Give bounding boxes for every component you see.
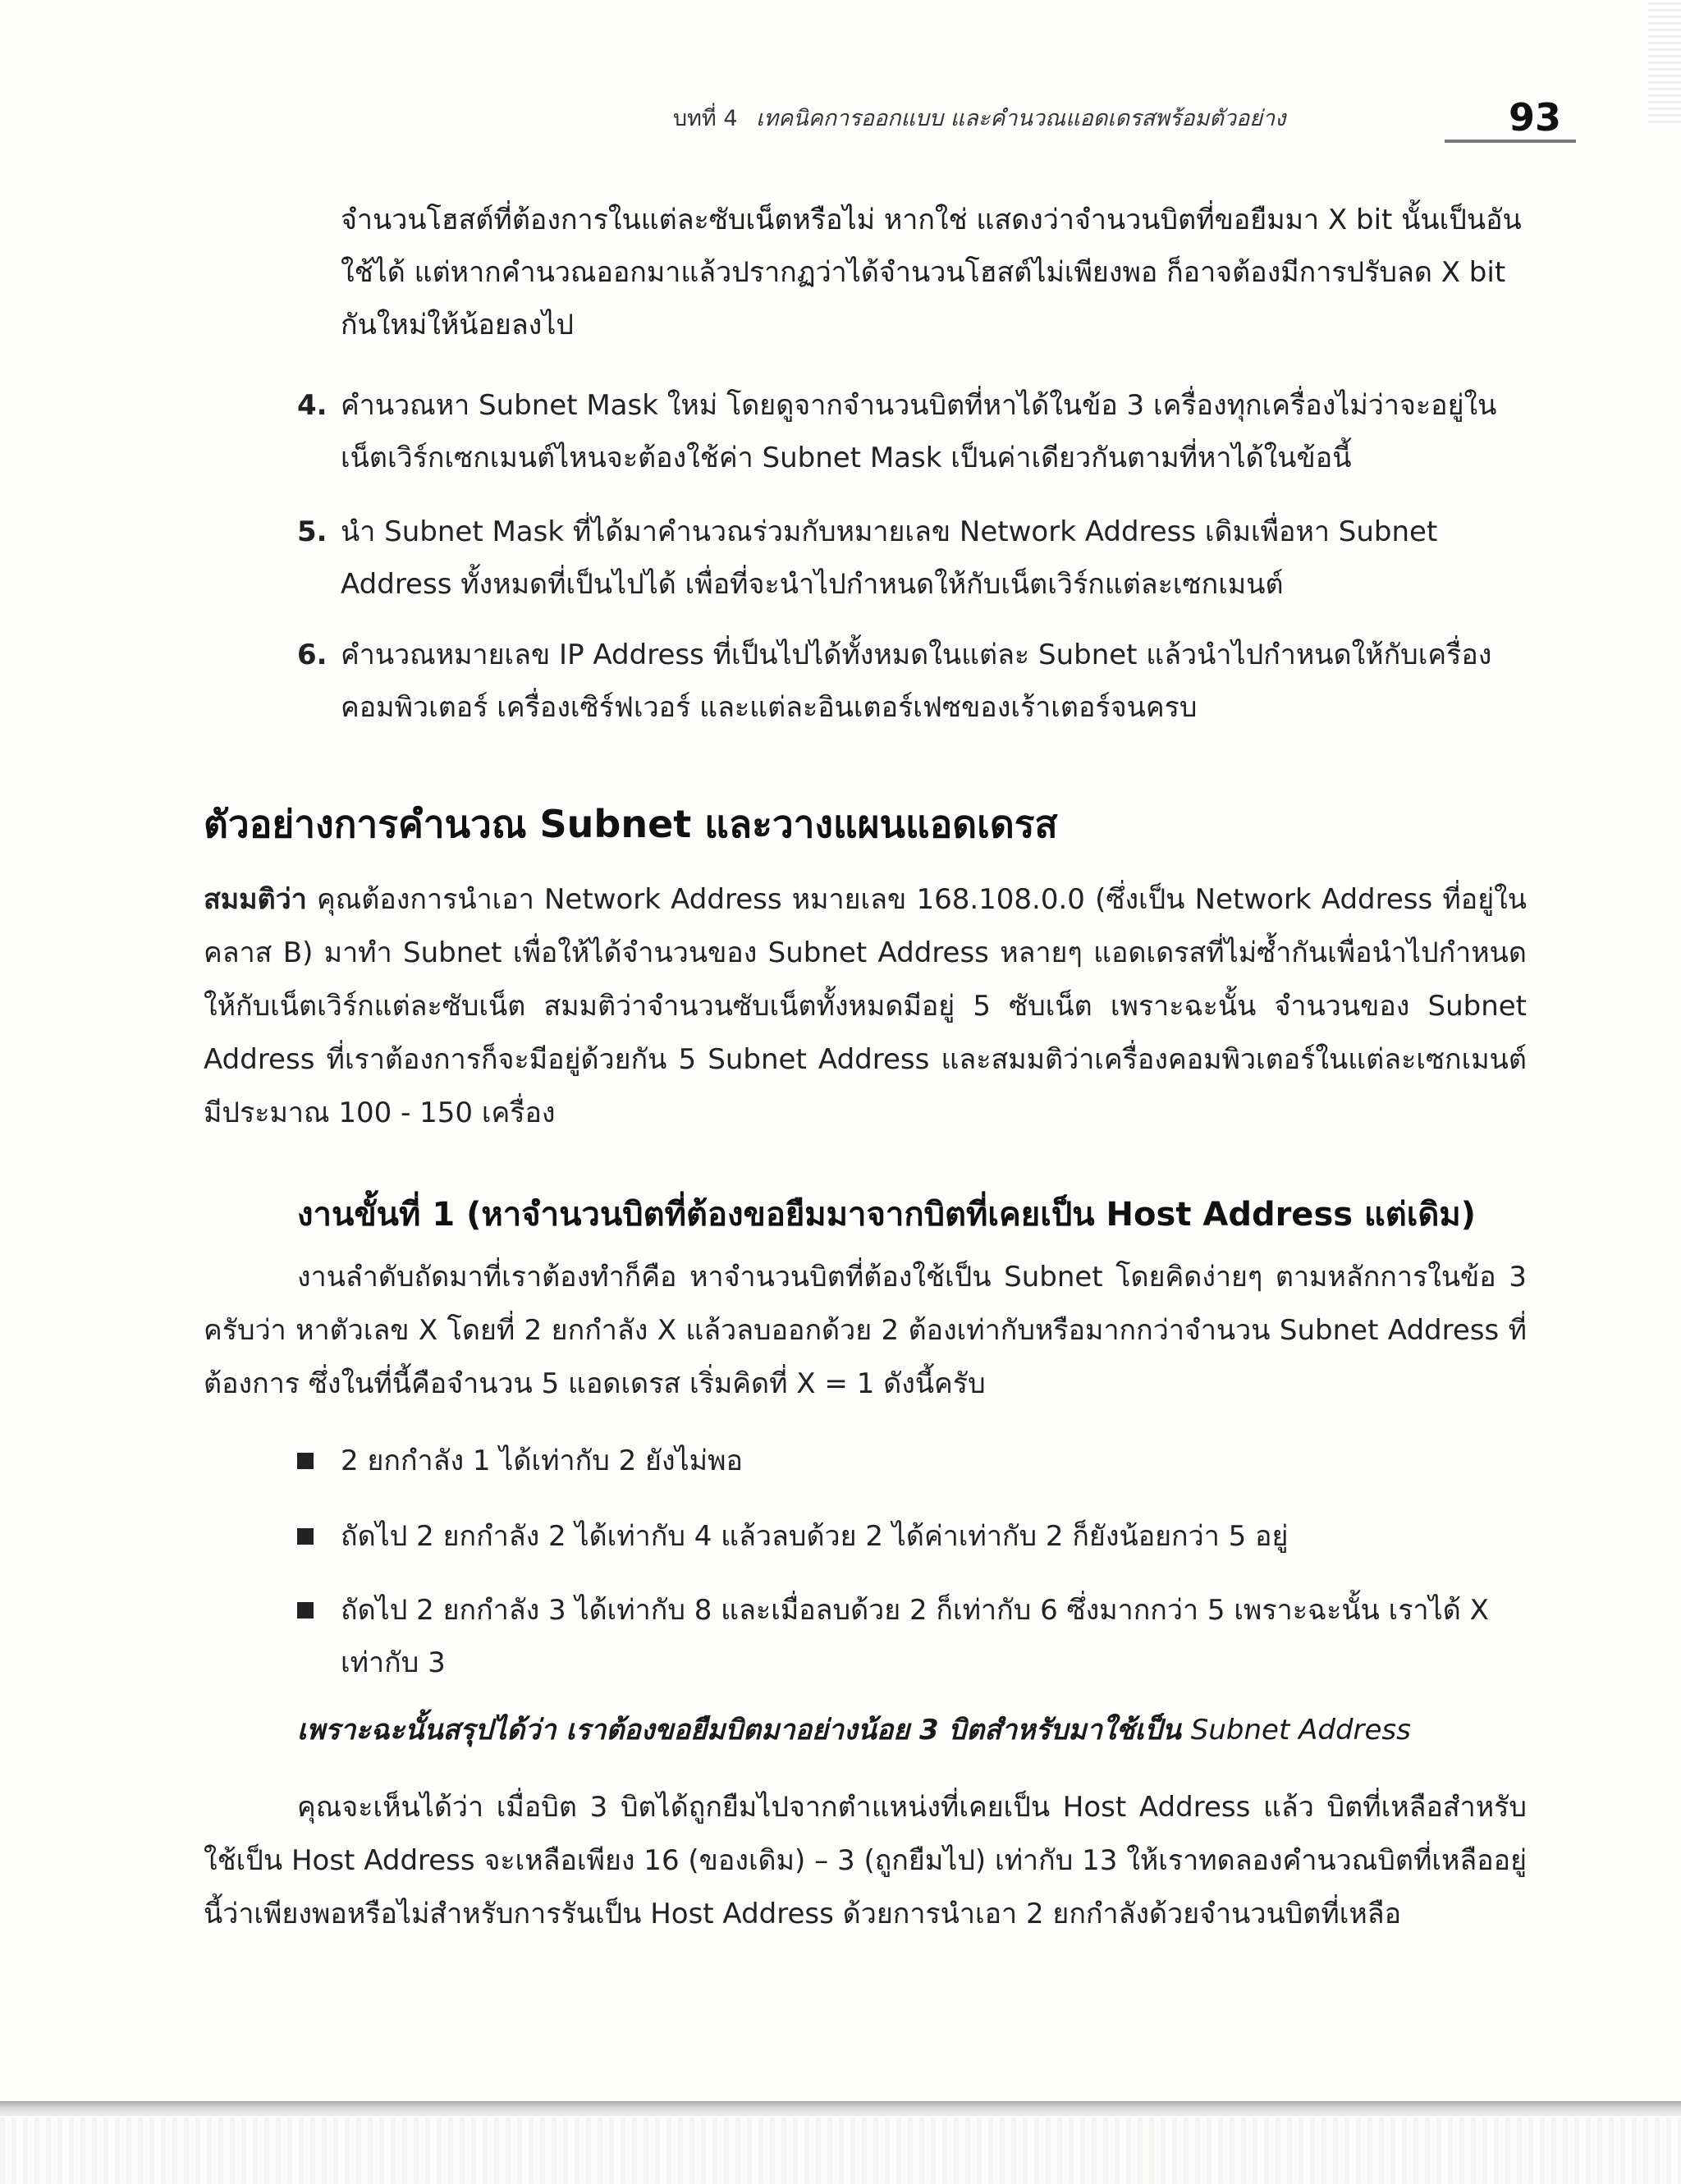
step-item (297, 629, 1528, 735)
chapter-label: บทที่ 4 (673, 106, 738, 131)
square-bullet-icon (297, 1453, 314, 1469)
step-item (297, 379, 1528, 486)
step-number: 6. (297, 639, 327, 671)
scan-artifact (1648, 0, 1681, 123)
bullet-text: ถัดไป 2 ยกกำลัง 2 ได้เท่ากับ 4 แล้วลบด้วย 2 ได้ค่าเท่ากับ 2 ก็ยังน้อยกว่า 5 อยู่ (341, 1520, 1289, 1553)
step-text: คำนวณหา Subnet Mask ใหม่ โดยดูจากจำนวนบิตที่หาได้ในข้อ 3 เครื่องทุกเครื่องไม่ว่าจะอยู่ในเน็ตเวิร์กเซกเมนต์ไหนจะต้องใช้ค่า Subnet Mask เป็นค่าเดียวกันตามที่หาได้ในข้อนี้ (341, 389, 1497, 474)
bullet-text: 2 ยกกำลัง 1 ได้เท่ากับ 2 ยังไม่พอ (341, 1445, 743, 1477)
step-text: นำ Subnet Mask ที่ได้มาคำนวณร่วมกับหมายเลข Network Address เดิมเพื่อหา Subnet Address ทั้งหมดที่เป็นไปได้ เพื่อที่จะนำไปกำหนดให้กับเน็ตเวิร์กแต่ละเซกเมนต์ (341, 515, 1438, 601)
conclusion-line (297, 1707, 1528, 1751)
conclusion-english: Subnet Address (1190, 1714, 1411, 1747)
sub-heading: งานขั้นที่ 1 (หาจำนวนบิตที่ต้องขอยืมมาจากบิตที่เคยเป็น Host Address แต่เดิม) (297, 1196, 1477, 1234)
example-text: คุณต้องการนำเอา Network Address หมายเลข 168.108.0.0 (ซึ่งเป็น Network Address ที่อยู่ในคลาส B) มาทำ Subnet เพื่อให้ได้จำนวนของ Subnet Address หลายๆ แอดเดรสที่ไม่ซ้ำกันเพื่อนำไปกำหนดให้กับเน็ตเวิร์กแต่ละซับเน็ต สมมติว่าจำนวนซับเน็ตทั้งหมดมีอยู่ 5 ซับเน็ต เพราะฉะนั้น จำนวนของ Subnet Address ที่เราต้องการก็จะมีอยู่ด้วยกัน 5 Subnet Address และสมมติว่าเครื่องคอมพิวเตอร์ในแต่ละเซกเมนต์มีประมาณ 100 - 150 เครื่อง (204, 883, 1527, 1129)
page-number: 93 (1509, 95, 1562, 140)
example-paragraph (204, 873, 1527, 1140)
bullet-text: ถัดไป 2 ยกกำลัง 3 ได้เท่ากับ 8 และเมื่อลบด้วย 2 ก็เท่ากับ 6 ซึ่งมากกว่า 5 เพราะฉะนั้น เราได้ X เท่ากับ 3 (341, 1594, 1489, 1679)
conclusion-thai: เพราะฉะนั้นสรุปได้ว่า เราต้องขอยืมบิตมาอย่างน้อย 3 บิตสำหรับมาใช้เป็น (297, 1714, 1181, 1747)
intro-continuation: จำนวนโฮสต์ที่ต้องการในแต่ละซับเน็ตหรือไม่ หากใช่ แสดงว่าจำนวนบิตที่ขอยืมมา X bit นั้นเป็นอันใช้ได้ แต่หากคำนวณออกมาแล้วปรากฏว่าได้จำนวนโฮสต์ไม่เพียงพอ ก็อาจต้องมีการปรับลด X bit กันใหม่ให้น้อยลงไป (341, 204, 1522, 341)
step-text: คำนวณหมายเลข IP Address ที่เป็นไปได้ทั้งหมดในแต่ละ Subnet แล้วนำไปกำหนดให้กับเครื่องคอมพิวเตอร์ เครื่องเซิร์ฟเวอร์ และแต่ละอินเตอร์เฟซของเร้าเตอร์จนครบ (341, 639, 1492, 724)
square-bullet-icon (297, 1528, 314, 1545)
square-bullet-icon (297, 1602, 314, 1619)
page-bottom-edge (0, 2101, 1681, 2116)
section-heading: ตัวอย่างการคำนวณ Subnet และวางแผนแอดเดรส (204, 802, 1058, 846)
example-lead: สมมติว่า (204, 883, 307, 916)
step-number: 4. (297, 389, 327, 422)
header-rule (1445, 140, 1576, 143)
step1-paragraph: งานลำดับถัดมาที่เราต้องทำก็คือ หาจำนวนบิตที่ต้องใช้เป็น Subnet โดยคิดง่ายๆ ตามหลักการในข้อ 3 ครับว่า หาตัวเลข X โดยที่ 2 ยกกำลัง X แล้วลบออกด้วย 2 ต้องเท่ากับหรือมากกว่าจำนวน Subnet Address ที่ต้องการ ซึ่งในที่นี้คือจำนวน 5 แอดเดรส เริ่มคิดที่ X = 1 ดังนี้ครับ (204, 1261, 1527, 1400)
final-paragraph: คุณจะเห็นได้ว่า เมื่อบิต 3 บิตได้ถูกยืมไปจากตำแหน่งที่เคยเป็น Host Address แล้ว บิตที่เหลือสำหรับใช้เป็น Host Address จะเหลือเพียง 16 (ของเดิม) – 3 (ถูกยืมไป) เท่ากับ 13 ให้เราทดลองคำนวณบิตที่เหลืออยู่นี้ว่าเพียงพอหรือไม่สำหรับการรันเป็น Host Address ด้วยการนำเอา 2 ยกกำลังด้วยจำนวนบิตที่เหลือ (204, 1791, 1527, 1930)
chapter-subtitle: เทคนิคการออกแบบ และคำนวณแอดเดรสพร้อมตัวอย่าง (756, 106, 1286, 131)
running-header (673, 100, 1535, 141)
scan-artifact (0, 2118, 1681, 2184)
step-number: 5. (297, 515, 327, 548)
step-item (297, 506, 1528, 612)
